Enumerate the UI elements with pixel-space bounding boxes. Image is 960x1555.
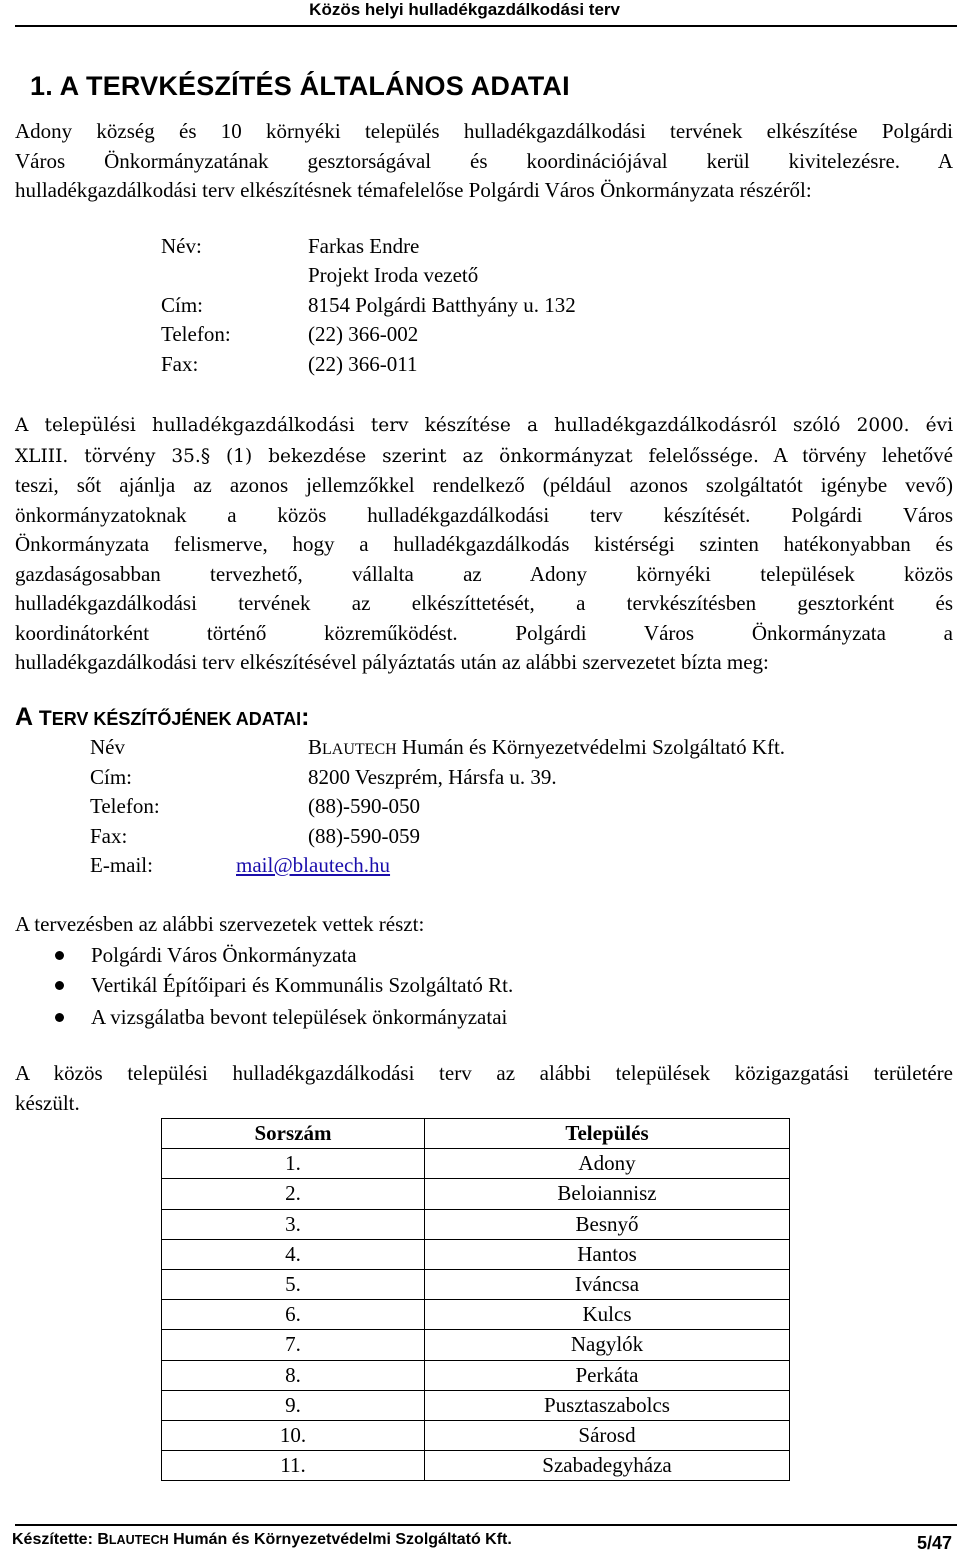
footer-company-small-caps: LAUTECH [108, 1533, 169, 1547]
table-cell: Iváncsa [425, 1269, 790, 1299]
legal-line-part: XLIII. törvény 35. [15, 445, 201, 467]
author-fax-label: Fax: [90, 824, 128, 848]
table-row [162, 1239, 790, 1269]
table-row [162, 1269, 790, 1299]
legal-line: gazdaságosabban tervezhető, vállalta az Adony környéki települések közös [15, 561, 953, 586]
author-email-label: E-mail: [90, 853, 153, 877]
legal-line: Önkormányzata felismerve, hogy a hulladékgazdálkodás kistérségi szinten hatékonyabban és [15, 532, 953, 556]
list-item-text: A vizsgálatba bevont települések önkormányzatai [91, 1005, 508, 1029]
page-header-title: Közös helyi hulladékgazdálkodási terv [309, 0, 620, 19]
table-header-row [162, 1119, 790, 1149]
author-fax-value: (88)-590-059 [308, 824, 420, 848]
contact-position-value: Projekt Iroda vezető [308, 263, 479, 287]
table-row [162, 1390, 790, 1420]
section-heading: 1. A TERVKÉSZÍTÉS ÁLTALÁNOS ADATAI [30, 71, 570, 101]
table-cell: 2. [162, 1179, 425, 1209]
table-cell: Besnyő [425, 1209, 790, 1239]
table-row [162, 1209, 790, 1239]
intro-line: hulladékgazdálkodási terv elkészítésnek témafelelőse Polgárdi Város Önkormányzata részéről: [15, 178, 812, 202]
bullet-icon [55, 1013, 64, 1022]
table-cell: Kulcs [425, 1300, 790, 1330]
intro-line: Város Önkormányzatának gesztorságával és koordinációjával kerül kivitelezésre. A [15, 148, 953, 173]
table-cell: 10. [162, 1420, 425, 1450]
page-number: 5/47 [916, 1533, 952, 1553]
intro-paragraph [15, 117, 953, 206]
table-cell: 3. [162, 1209, 425, 1239]
table-row [162, 1360, 790, 1390]
contact-fax-label: Fax: [161, 352, 199, 376]
list-item-text: Vertikál Építőipari és Kommunális Szolgáltató Rt. [91, 973, 514, 997]
legal-line: hulladékgazdálkodási tervének az elkészíttetését, a tervkészítésben gesztorként és [15, 591, 953, 615]
table-cell: Beloiannisz [425, 1179, 790, 1209]
column-header: Település [425, 1119, 790, 1149]
contact-phone-value: (22) 366-002 [308, 322, 419, 346]
author-email-link[interactable] [236, 851, 390, 881]
author-phone-label: Telefon: [90, 794, 160, 818]
contact-address-label: Cím: [161, 293, 204, 317]
heading-colon: : [301, 703, 310, 731]
participants-intro: A tervezésben az alábbi szervezetek vettek részt: [15, 912, 425, 936]
table-row [162, 1300, 790, 1330]
author-phone-value: (88)-590-050 [308, 794, 420, 818]
table-cell: 11. [162, 1451, 425, 1481]
footer-rule [15, 1524, 957, 1526]
legal-line-part: (1) bekezdése szerint az önkormányzat felelőssége. [210, 445, 759, 467]
table-cell: 8. [162, 1360, 425, 1390]
table-cell: Sárosd [425, 1420, 790, 1450]
header-rule [15, 25, 957, 27]
table-cell: 1. [162, 1149, 425, 1179]
table-row [162, 1149, 790, 1179]
bullet-icon [55, 981, 64, 990]
heading-small-caps: ERV KÉSZÍTŐJÉNEK ADATAI [51, 709, 302, 729]
section-sign: § [200, 445, 211, 467]
author-address-label: Cím: [90, 765, 133, 789]
author-section-heading [15, 703, 309, 732]
table-row [162, 1420, 790, 1450]
table-cell: Perkáta [425, 1360, 790, 1390]
bullet-icon [55, 951, 64, 960]
table-cell: 7. [162, 1330, 425, 1360]
table-cell: Hantos [425, 1239, 790, 1269]
author-name-value [308, 733, 785, 763]
settlements-line: A közös települési hulladékgazdálkodási terv az alábbi települések közigazgatási területére [15, 1061, 953, 1085]
contact-fax-value: (22) 366-011 [308, 352, 418, 376]
table-cell: Pusztaszabolcs [425, 1390, 790, 1420]
legal-line-part: A törvény lehetővé [758, 442, 953, 467]
column-header: Sorszám [162, 1119, 425, 1149]
table-cell: Adony [425, 1149, 790, 1179]
legal-line: A települési hulladékgazdálkodási terv készítése a hulladékgazdálkodásról szóló 2000. évi [15, 415, 953, 436]
company-initial: B [308, 735, 323, 759]
table-cell: Nagylók [425, 1330, 790, 1360]
settlements-paragraph [15, 1059, 953, 1118]
legal-line [15, 441, 953, 472]
contact-name-value: Farkas Endre [308, 234, 420, 258]
table-cell: 6. [162, 1300, 425, 1330]
contact-phone-label: Telefon: [161, 322, 231, 346]
legal-line: hulladékgazdálkodási terv elkészítésével pályáztatás után az alábbi szervezetet bízta meg: [15, 650, 769, 674]
legal-line: teszi, sőt ajánlja az azonos jellemzőkkel rendelkező (például azonos szolgáltatót igénybe vevő) [15, 473, 953, 497]
settlements-line: készült. [15, 1090, 80, 1115]
intro-line: Adony község és 10 környéki település hulladékgazdálkodási tervének elkészítése Polgárdi [15, 119, 953, 143]
list-item-text: Polgárdi Város Önkormányzata [91, 943, 357, 967]
footer-company-initial: B [97, 1531, 109, 1548]
author-name-label: Név [90, 735, 125, 759]
heading-cap: T [33, 707, 52, 730]
table-row [162, 1451, 790, 1481]
footer-author [12, 1531, 512, 1549]
company-rest: Humán és Környezetvédelmi Szolgáltató Kft. [396, 735, 786, 759]
legal-line: önkormányzatoknak a közös hulladékgazdálkodási terv készítését. Polgárdi Város [15, 502, 953, 527]
table-row [162, 1330, 790, 1360]
footer-company-rest: Humán és Környezetvédelmi Szolgáltató Kft. [168, 1531, 512, 1548]
heading-cap: A [15, 703, 34, 731]
author-address-value: 8200 Veszprém, Hársfa u. 39. [308, 765, 557, 789]
table-cell: 4. [162, 1239, 425, 1269]
email-link-text[interactable]: mail@blautech.hu [236, 853, 391, 877]
contact-name-label: Név: [161, 234, 202, 258]
table-cell: 9. [162, 1390, 425, 1420]
table-cell: 5. [162, 1269, 425, 1299]
legal-paragraph [15, 411, 953, 678]
footer-prefix: Készítette: [12, 1531, 98, 1548]
legal-line: koordinátorként történő közreműködést. Polgárdi Város Önkormányzata a [15, 620, 953, 645]
table-row [162, 1179, 790, 1209]
table-cell: Szabadegyháza [425, 1451, 790, 1481]
contact-address-value: 8154 Polgárdi Batthyány u. 132 [308, 293, 576, 317]
company-small-caps: LAUTECH [322, 741, 397, 758]
settlements-table [161, 1118, 790, 1481]
